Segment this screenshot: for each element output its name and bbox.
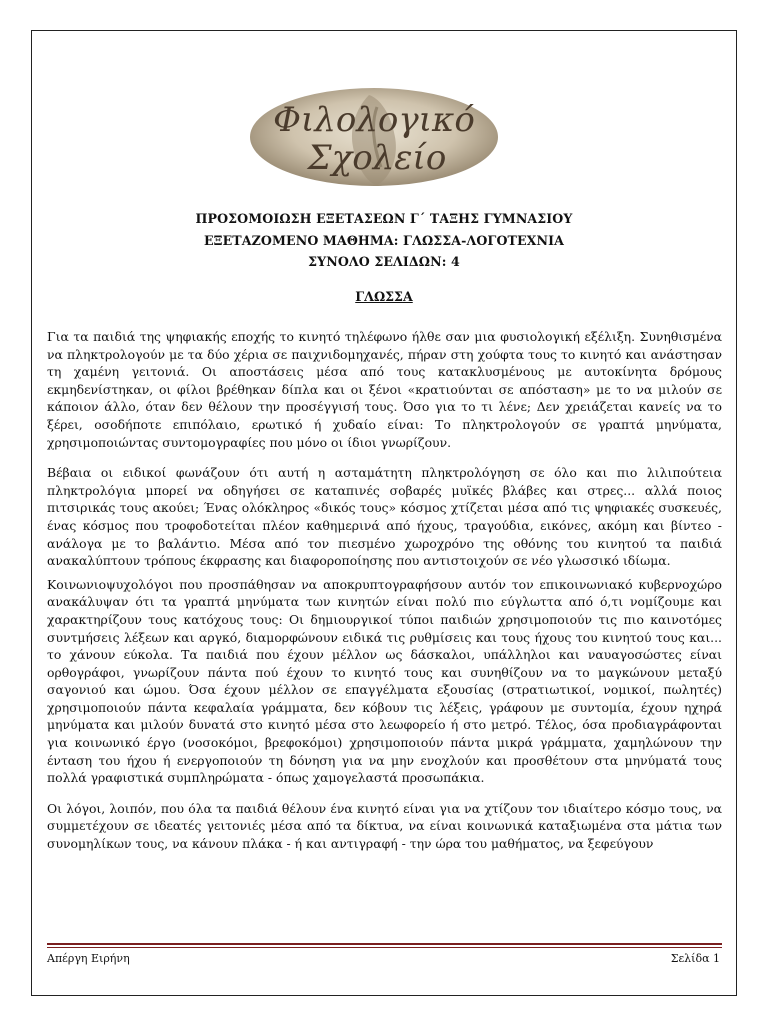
footer-rule <box>47 943 722 945</box>
school-logo <box>249 87 499 187</box>
section-title-text: ΓΛΩΣΣΑ <box>355 289 413 304</box>
page-count: ΣΥΝΟΛΟ ΣΕΛΙΔΩΝ: 4 <box>308 254 460 269</box>
exam-title: ΠΡΟΣΟΜΟΙΩΣΗ ΕΞΕΤΑΣΕΩΝ Γ΄ ΤΑΞΗΣ ΓΥΜΝΑΣΙΟΥ <box>195 211 573 226</box>
paragraph-1: Για τα παιδιά της ψηφιακής εποχής το κινητό τηλέφωνο ήλθε σαν μια φυσιολογική εξέλιξη. Συνηθισμένα να πληκτρολογούν με τα δύο χέρια σε παιχνιδομηχανές, πήραν στη χούφτα τους το κινητό και ανάστησαν τη χαμένη γειτονιά. Οι αποστάσεις μέσα από τους κατακλυσμένους με αυτοκίνητα δρόμους εκμηδενίστηκαν, οι φίλοι βρέθηκαν δίπλα και οι ξένοι «κρατιούνται σε απόσταση» με το να μιλούν σε κάποιον άλλο, όταν δεν θέλουν την προσέγγισή τους. Όσο για το τι λένε; Δεν χρειάζεται κανείς να το ξέρει, οσοδήποτε επιπόλαιο, ερωτικό ή χυδαίο είναι: Το πληκτρολογούν σε γραπτά μηνύματα, χρησιμοποιώντας συντομογραφίες που μόνο οι ίδιοι γνωρίζουν. <box>47 329 722 450</box>
footer-rule-thin <box>47 947 722 948</box>
footer-page-number: Σελίδα 1 <box>670 952 720 965</box>
section-title <box>0 289 768 304</box>
svg-text:Φιλολογικό: Φιλολογικό <box>273 100 475 140</box>
paragraph-4: Οι λόγοι, λοιπόν, που όλα τα παιδιά θέλουν ένα κινητό είναι για να χτίζουν τον ιδιαίτερο κόσμο τους, να συμμετέχουν σε ιδεατές γειτονιές μέσα από τα δίκτυα, να είναι κοινωνικά καταξιωμένα στα μάτια των συνομηλίκων τους, να κάνουν πλάκα - ή και αντιγραφή - την ώρα του μαθήματος, να ξεφεύγουν <box>47 800 722 852</box>
passage <box>47 328 722 866</box>
exam-subject: ΕΞΕΤΑΖΟΜΕΝΟ ΜΑΘΗΜΑ: ΓΛΩΣΣΑ-ΛΟΓΟΤΕΧΝΙΑ <box>203 233 565 248</box>
footer-author: Απέργη Ειρήνη <box>47 952 130 965</box>
paragraph-2: Βέβαια οι ειδικοί φωνάζουν ότι αυτή η ασταμάτητη πληκτρολόγηση σε όλο και πιο λιλιπούτεια πληκτρολόγια μπορεί να οδηγήσει σε καταπινές σοβαρές μυϊκές βλάβες και στρες... αλλά ποιος πιτσιρικάς τους ακούει; Ένας ολόκληρος «δικός τους» κόσμος χτίζεται μέσα από τις ψηφιακές συσκευές, ένας κόσμος που τροφοδοτείται πλέον καθημερινά από ήχους, τραγούδια, εικόνες, ακόμη και βίντεο - ανάλογα με το βαλάντιο. Μέσα από τον πιεσμένο χωροχρόνο της οθόνης του κινητού τα παιδιά ανακαλύπτουν τρόπους έκφρασης και διαφοροποίησης που αντιστοιχούν σε νέο γλωσσικό ιδίωμα. <box>47 465 722 569</box>
svg-text:Σχολείο: Σχολείο <box>307 138 447 178</box>
paragraph-3: Κοινωνιοψυχολόγοι που προσπάθησαν να αποκρυπτογραφήσουν αυτόν τον επικοινωνιακό κυβερνοχώρο ανακάλυψαν ότι τα γραπτά μηνύματα των κινητών είναι πολύ πιο εύγλωττα από ό,τι νομίζουμε και χαρακτηρίζουν τους κατόχους τους: Οι δημιουργικοί τύποι παιδιών χρησιμοποιούν τις πιο καινοτόμες συντμήσεις λέξεων και αργκό, διαμορφώνουν ειδικά τις ρυθμίσεις και τους ήχους του κινητού τους και... το χάνουν εύκολα. Τα παιδιά που έχουν μέλλον ως δάσκαλοι, υπάλληλοι και ναυαγοσώστες είναι ορθογράφοι, γνωρίζουν πάντα πού έχουν το κινητό τους και συνηθίζουν να το μαγκώνουν μεταξύ σαγονιού και ώμου. Όσα έχουν μέλλον σε επαγγέλματα εξουσίας (στρατιωτικοί, νομικοί, πωλητές) χρησιμοποιούν πάντα κεφαλαία γράμματα, δεν κόβουν τις λέξεις, γράφουν με συντομία, έχουν ηχηρά μηνύματα και μιλούν δυνατά στο κινητό μέσα στο λεωφορείο ή στο μετρό. Τέλος, όσα προδιαγράφονται για κοινωνικό έργο (νοσοκόμοι, βρεφοκόμοι) χρησιμοποιούν πάντα μικρά γράμματα, χαμηλώνουν την ένταση του ήχου ή ενεργοποιούν τη δόνηση για να μην ενοχλούν και προσθέτουν στα μηνύματά τους πολλά γραφιστικά συμπληρώματα - όπως χαμογελαστά προσωπάκια. <box>47 576 722 786</box>
